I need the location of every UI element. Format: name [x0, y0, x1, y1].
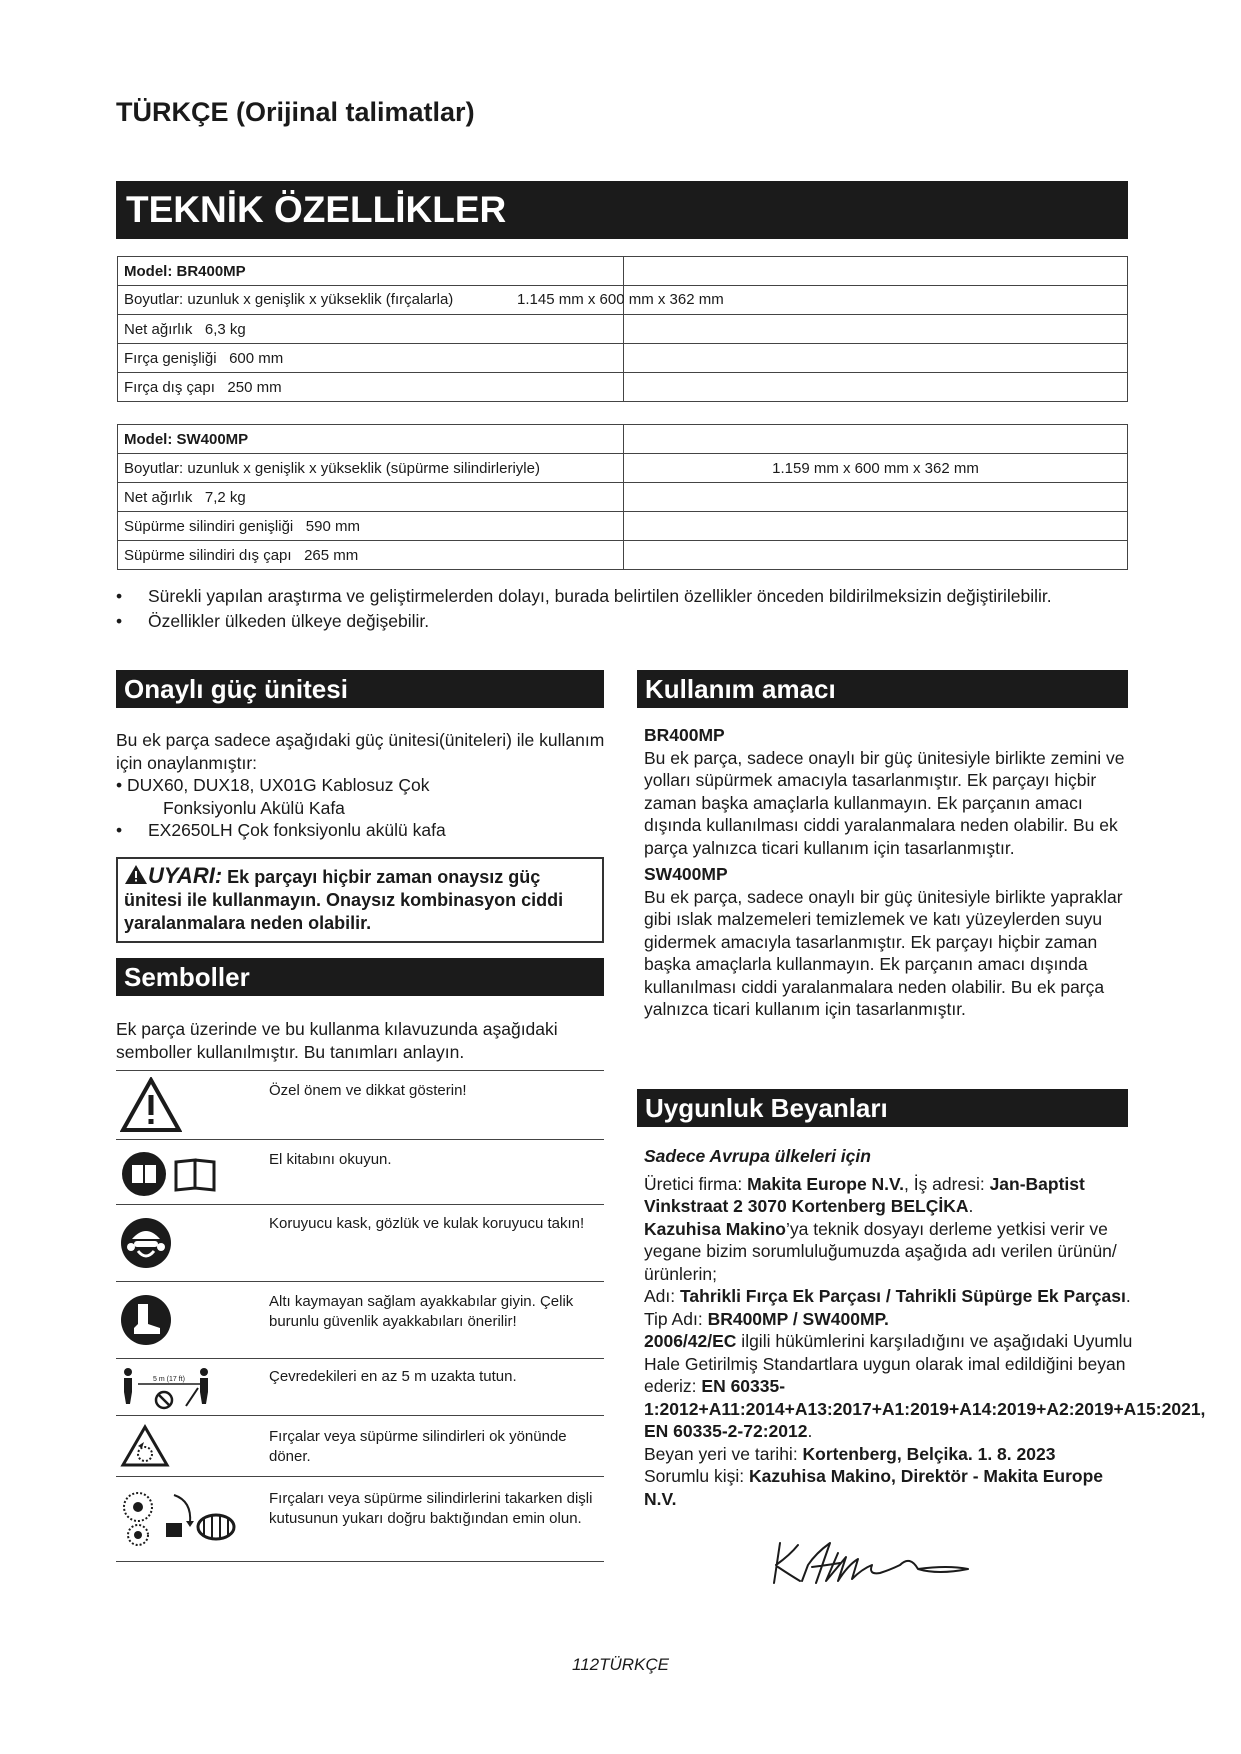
spec-dims-label: Boyutlar: uzunluk x genişlik x yükseklik (fırçalarla): [124, 291, 454, 308]
conformity-subtitle: Sadece Avrupa ülkeleri için: [644, 1146, 871, 1166]
power-unit-heading: Onaylı güç ünitesi: [116, 670, 604, 708]
sw400mp-heading: SW400MP: [644, 864, 728, 884]
symbol-text: Özel önem ve dikkat gösterin!: [269, 1082, 467, 1099]
spec-width-value: 600 mm: [229, 349, 284, 367]
power-unit-item-cont: Fonksiyonlu Akülü Kafa: [163, 797, 345, 818]
spec-model: Model: BR400MP: [118, 257, 624, 286]
symbol-row: [116, 1477, 604, 1562]
spec-row-dimensions: [118, 454, 1128, 483]
power-unit-item: • EX2650LH Çok fonksiyonlu akülü kafa: [116, 820, 446, 840]
power-unit-item: • DUX60, DUX18, UX01G Kablosuz Çok: [116, 775, 430, 795]
spec-weight-label: Net ağırlık: [124, 320, 193, 338]
spec-row-diameter: [118, 541, 1128, 570]
intended-use-body: [644, 724, 1134, 1021]
spec-row-width: [118, 512, 1128, 541]
page-language-title: TÜRKÇE (Orijinal talimatlar): [116, 97, 475, 127]
spec-notes: [116, 584, 1128, 634]
spec-row-weight: [118, 483, 1128, 512]
spec-dims-value: 1.159 mm x 600 mm x 362 mm: [624, 454, 1128, 483]
sw400mp-text: Bu ek parça, sadece onaylı bir güç ünitesiyle birlikte yapraklar gibi ıslak malzemeleri temizlemek ve katı yüzeylerden suyu gidermek amacıyla tasarlanmıştır. Ek parçayı hiçbir zaman başka amaçlarla kullanmayın. Ek parçanın amacı dışında kullanılması ciddi yaralanmalara neden olabilir. Bu ek parça yalnızca ticari kullanım için tasarlanmıştır.: [644, 886, 1123, 1019]
warning-triangle-icon: [124, 864, 148, 885]
warning-label: UYARI:: [148, 863, 223, 888]
page-footer: 112TÜRKÇE: [572, 1655, 669, 1674]
conformity-manufacturer-paragraph: Üretici firma: Makita Europe N.V., İş adresi: Jan-Baptist Vinkstraat 2 3070 Kortenberg BELÇİKA.: [644, 1173, 1085, 1216]
specs-banner: TEKNİK ÖZELLİKLER: [116, 181, 1128, 239]
spec-table-sw400mp: [117, 424, 1128, 570]
spec-diam-label: Fırça dış çapı: [124, 378, 215, 396]
intended-use-heading: Kullanım amacı: [637, 670, 1128, 708]
spec-model: Model: SW400MP: [118, 425, 624, 454]
conformity-heading: Uygunluk Beyanları: [637, 1089, 1128, 1127]
conformity-product: Adı: Tahrikli Fırça Ek Parçası / Tahrikli Süpürge Ek Parçası. Tip Adı: BR400MP / SW400MP.: [644, 1286, 1131, 1329]
conformity-body: [644, 1145, 1206, 1510]
spec-diam-value: 265 mm: [304, 546, 359, 564]
symbol-text: Koruyucu kask, gözlük ve kulak koruyucu takın!: [269, 1215, 585, 1232]
symbol-row: [116, 1416, 604, 1477]
conformity-place-date: Beyan yeri ve tarihi: Kortenberg, Belçika. 1. 8. 2023: [644, 1443, 1056, 1464]
spec-note: • Sürekli yapılan araştırma ve geliştirmelerden dolayı, burada belirtilen özellikler önceden bildirilmeksizin değiştirilebilir.: [116, 584, 1128, 609]
helmet-goggles-ear-protection-icon: [120, 1217, 172, 1269]
br400mp-heading: BR400MP: [644, 725, 725, 745]
symbol-text: Altı kaymayan sağlam ayakkabılar giyin. Çelik burunlu güvenlik ayakkabıları önerilir!: [269, 1293, 574, 1330]
symbol-row: [116, 1205, 604, 1282]
symbol-text: Çevredekileri en az 5 m uzakta tutun.: [269, 1368, 517, 1385]
spec-weight-value: 6,3 kg: [204, 320, 246, 338]
warning-triangle-icon: [120, 1077, 182, 1133]
spec-table-br400mp: [117, 256, 1128, 402]
spec-dims-value: 1.145 mm x 600 mm x 362 mm: [517, 291, 724, 308]
spec-row-diameter: [118, 373, 1128, 402]
symbols-heading: Semboller: [116, 958, 604, 996]
symbol-text: El kitabını okuyun.: [269, 1151, 392, 1168]
brush-installation-direction-icon: [120, 1487, 244, 1549]
symbol-row: [116, 1282, 604, 1359]
spec-diam-value: 250 mm: [227, 378, 282, 396]
symbol-row: [116, 1071, 604, 1140]
warning-text: Ek parçayı hiçbir zaman onaysız güç ünitesi ile kullanmayın. Onaysız kombinasyon ciddi yaralanmalara neden olabilir.: [124, 867, 564, 933]
symbols-intro: Ek parça üzerinde ve bu kullanma kılavuzunda aşağıdaki semboller kullanılmıştır. Bu tanımları anlayın.: [116, 1019, 558, 1062]
symbol-text: Fırçaları veya süpürme silindirlerini takarken dişli kutusunun yukarı doğru baktığından emin olun.: [269, 1490, 593, 1527]
conformity-standards: 2006/42/EC ilgili hükümlerini karşıladığını ve aşağıdaki Uyumlu Hale Getirilmiş Standartlara uygun olarak imal edildiğini beyan ederiz: EN 60335-1:2012+A11:2014+A13:2017+A1:2019+A14:2019+A2:2019+A15:2021, EN 60335-2-72:2012.: [644, 1331, 1206, 1441]
conformity-responsible: Sorumlu kişi: Kazuhisa Makino, Direktör - Makita Europe N.V.: [644, 1466, 1103, 1509]
spec-dims-label: Boyutlar: uzunluk x genişlik x yükseklik (süpürme silindirleriyle): [118, 454, 624, 483]
spec-width-label: Süpürme silindiri genişliği: [124, 517, 294, 535]
power-unit-list: [116, 774, 606, 842]
spec-weight-label: Net ağırlık: [124, 488, 193, 506]
spec-width-value: 590 mm: [305, 517, 360, 535]
spec-row-weight: [118, 315, 1128, 344]
spec-row-dimensions: [118, 286, 1128, 315]
safety-boots-icon: [120, 1294, 172, 1346]
spec-note: • Özellikler ülkeden ülkeye değişebilir.: [116, 609, 1128, 634]
read-manual-icon: [120, 1150, 230, 1198]
distance-label: 5 m (17 ft): [153, 1376, 185, 1383]
keep-bystanders-away-icon: [120, 1364, 220, 1410]
signature-image: [768, 1525, 1008, 1591]
spec-row-width: [118, 344, 1128, 373]
symbol-text: Fırçalar veya süpürme silindirleri ok yönünde döner.: [269, 1428, 567, 1465]
symbol-row: [116, 1140, 604, 1205]
spec-row-model: [118, 425, 1128, 454]
warning-box: [116, 857, 604, 943]
spec-width-label: Fırça genişliği: [124, 349, 217, 367]
spec-row-model: [118, 257, 1128, 286]
br400mp-text: Bu ek parça, sadece onaylı bir güç ünitesiyle birlikte zemini ve yolları süpürmek amacıyla tasarlanmıştır. Ek parçayı hiçbir zaman başka amaçlarla kullanmayın. Ek parçanın amacı dışında kullanılması ciddi yaralanmalara neden olabilir. Bu ek parça yalnızca ticari kullanım için tasarlanmıştır.: [644, 747, 1125, 858]
power-unit-intro: Bu ek parça sadece aşağıdaki güç ünitesi(üniteleri) ile kullanım için onaylanmıştır:: [116, 730, 605, 773]
conformity-authorization: Kazuhisa Makino’ya teknik dosyayı derleme yetkisi verir ve yegane bizim sorumluluğumuzda aşağıda adı verilen ürünün/ürünlerin;: [644, 1218, 1117, 1284]
spec-diam-label: Süpürme silindiri dış çapı: [124, 546, 292, 564]
symbol-row: [116, 1359, 604, 1416]
spec-weight-value: 7,2 kg: [204, 488, 246, 506]
rotating-brush-warning-icon: [120, 1424, 170, 1468]
